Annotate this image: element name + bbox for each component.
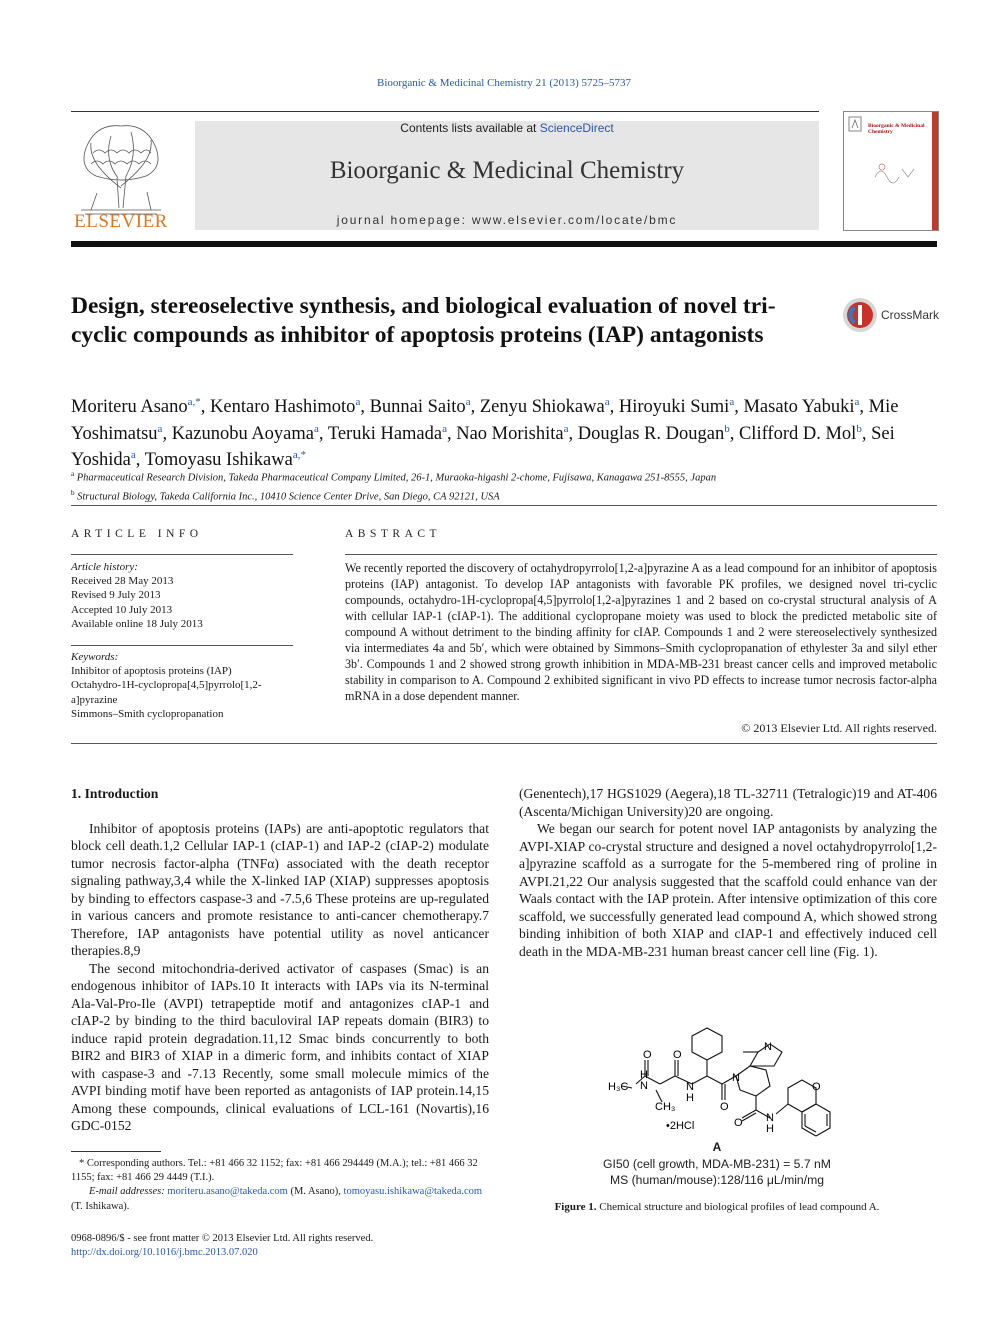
author-list: Moriteru Asano$^{a,*}$, Kentaro Hashimoto$^a$, Bunnai Saito$^a$, Zenyu Shiokawa$^a$, Hiroyuki Sumi$^a$, Masato Yabuki$^a$, Mie Yoshimatsu$^a$, Kazunobu Aoyama$^a$, Teruki Hamada$^a$, Nao Morishita$^a$, Douglas R. Dougan$^b$, Clifford D. Mol$^b$, Sei Yoshida$^a$, Tomoyasu Ishikawa$^{a,*}$	[71, 396, 899, 471]
history-item: Received 28 May 2013	[71, 575, 174, 588]
elsevier-logo-text: ELSEVIER	[74, 211, 168, 232]
keyword: Octahydro-1H-cyclopropa[4,5]pyrrolo[1,2-a]pyrazine	[71, 679, 262, 706]
affiliation-rule	[71, 505, 937, 506]
author[interactable]: Douglas R. Dougan$^b$	[577, 422, 730, 444]
author[interactable]: Zenyu Shiokawa$^a$	[479, 396, 610, 418]
atom-label: O	[720, 1101, 729, 1113]
crossmark-label[interactable]: CrossMark	[881, 308, 940, 322]
atom-label: H	[766, 1123, 774, 1135]
atom-label: H₃C	[608, 1081, 629, 1093]
cover-logo-icon	[848, 116, 862, 132]
atom-label: H	[640, 1069, 648, 1081]
abstract-text: We recently reported the discovery of octahydropyrrolo[1,2-a]pyrazine A as a lead compound for an inhibitor of apoptosis proteins (IAP) antagonist. To develop IAP antagonists with favorable PK profiles, we designed novel tri-cyclic compounds, octahydro-1H-cyclopropa[4,5]pyrrolo[1,2-a]pyrazines 1 and 2 based on co-crystal structural analysis of A with cellular IAP-1 (cIAP-1). The additional cyclopropane moiety was used to block the predicted metabolic site of compound A without detriment to the binding affinity for cIAP. Compounds 1 and 2 were stereoselectively synthesized via intermediates 4a and 5b′, which were obtained by Simmons–Smith cyclopropanation of ethylester 3a and silyl ether 3b′. Compounds 1 and 2 showed strong growth inhibition in MDA-MB-231 breast cancer cells and improved metabolic stability in comparison to A. Compound 2 exhibited significant in vivo PD effects to increase tumor necrosis factor-alpha mRNA in a dose dependent manner.	[345, 561, 937, 703]
journal-name: Bioorganic & Medicinal Chemistry	[329, 157, 685, 184]
figure-caption	[519, 1201, 915, 1213]
author[interactable]: Clifford D. Mol$^b$	[738, 422, 862, 444]
author[interactable]: Teruki Hamada$^a$	[327, 422, 447, 444]
email-link[interactable]: tomoyasu.ishikawa@takeda.com	[343, 1186, 483, 1198]
corresponding-note: * Corresponding authors. Tel.: +81 466 32 1152; fax: +81 466 294449 (M.A.); tel.: +81 466 32 1155; fax: +81 466 29 4449 (T.I.).	[71, 1158, 478, 1184]
salt-label: •2HCl	[666, 1120, 695, 1132]
intro-paragraph-1: Inhibitor of apoptosis proteins (IAPs) are anti-apoptotic regulators that block cell death.1,2 Cellular IAP-1 (cIAP-1) and IAP-2 (cIAP-2) modulate tumor necrosis factor-alpha (TNFα) associated with the death receptor signaling pathway,3,4 while the X-linked IAP (XIAP) suppresses apoptosis by binding to effectors caspase-3 and -7.5,6 These proteins are up-regulated in various cancers and promote resistance to anti-cancer chemotherapy.7 Therefore, IAP antagonists have potential utility as novel anticancer therapies.8,9	[71, 820, 489, 958]
author[interactable]: Nao Morishita$^a$	[456, 422, 569, 444]
ms-value: MS (human/mouse):128/116 μL/min/mg	[609, 1173, 825, 1187]
history-label: Article history:	[71, 561, 138, 573]
email-owner: (T. Ishikawa).	[71, 1200, 130, 1212]
atom-label: O	[643, 1049, 652, 1061]
history-item: Revised 9 July 2013	[71, 589, 161, 602]
intro-paragraph-2-continued: (Genentech),17 HGS1029 (Aegera),18 TL-32711 (Tetralogic)19 and AT-406 (Ascenta/Michigan University)20 are ongoing.	[519, 786, 937, 819]
article-info-rule	[71, 554, 293, 555]
author[interactable]: Moriteru Asano$^{a,*}$	[71, 396, 201, 418]
footnote-rule	[71, 1151, 161, 1152]
email-owner: (M. Asano),	[290, 1186, 341, 1198]
issn-line: 0968-0896/$ - see front matter © 2013 Elsevier Ltd. All rights reserved.	[71, 1233, 374, 1244]
history-item: Available online 18 July 2013	[71, 617, 203, 630]
affiliations	[71, 467, 937, 504]
cover-graphic-icon	[872, 157, 922, 187]
journal-citation[interactable]: Bioorganic & Medicinal Chemistry 21 (2013) 5725–5737	[377, 77, 631, 89]
author[interactable]: Bunnai Saito$^a$	[369, 396, 471, 418]
body-column-right	[519, 785, 937, 960]
affiliation-b: $^b$ Structural Biology, Takeda California Inc., 10410 Science Center Drive, San Diego, CA 92121, USA	[71, 488, 500, 502]
affiliation-a: $^a$ Pharmaceutical Research Division, Takeda Pharmaceutical Company Limited, 26-1, Muraoka-higashi 2-chome, Fujisawa, Kanagawa 251-8555, Japan	[71, 470, 717, 484]
benzene-ring	[802, 1104, 830, 1136]
atom-label: N	[764, 1041, 772, 1053]
keyword: Simmons–Smith cyclopropanation	[71, 707, 224, 720]
atom-label: N	[686, 1081, 694, 1093]
front-matter	[71, 1232, 489, 1260]
atom-label: CH₃	[655, 1101, 676, 1113]
article-info-heading: ARTICLE INFO	[71, 528, 203, 540]
article-history	[71, 560, 293, 631]
copyright: © 2013 Elsevier Ltd. All rights reserved.	[741, 721, 937, 735]
contents-line	[195, 121, 819, 135]
journal-homepage[interactable]: journal homepage: www.elsevier.com/locate/bmc	[336, 213, 678, 227]
intro-paragraph-2: The second mitochondria-derived activator of caspases (Smac) is an endogenous inhibitor of IAPs.10 It interacts with IAPs via its N-terminal Ala-Val-Pro-Ile (AVPI) tetrapeptide motif and antagonizes cIAP-1 and cIAP-2 by binding to the third baculoviral IAP repeats domain (BIR3) to induce rapid protein degradation.11,12 Smac binds concurrently to both BIR2 and BIR3 of XIAP in a dimeric form, and inhibits contact of XIAP with caspase-3 and -7.13 Recently, some small molecule mimics of the AVPI binding motif have been reported as antagonists of IAP protein.14,15 Among these compounds, clinical evaluations of LCL-161 (Novartis),16 GDC-0152	[71, 960, 489, 1133]
email-label: E-mail addresses:	[89, 1186, 165, 1198]
caption-text: Chemical structure and biological profiles of lead compound A.	[599, 1201, 880, 1213]
atom-label: N	[766, 1112, 774, 1124]
author[interactable]: Kentaro Hashimoto$^a$	[210, 396, 361, 418]
author[interactable]: Tomoyasu Ishikawa$^{a,*}$	[144, 449, 306, 471]
contents-prefix: Contents lists available at	[400, 121, 540, 135]
keywords	[71, 650, 293, 721]
sciencedirect-link[interactable]: ScienceDirect	[539, 121, 614, 135]
intro-paragraph-3: We began our search for potent novel IAP antagonists by analyzing the AVPI-XIAP co-crystal structure and designed a novel octahydropyrrolo[1,2-a]pyrazine scaffold as a surrogate for the 5-membered ring of proline in AVPI.21,22 Our analysis suggested that the scaffold could enhance van der Waals contact with the IAP protein. After intensive optimization of this core scaffold, we successfully generated lead compound A, which showed strong binding inhibition of both XIAP and cIAP-1 and effectively induced cell death in the MDA-MB-231 human breast cancer cell line (Fig. 1).	[519, 821, 937, 959]
email-link[interactable]: moriteru.asano@takeda.com	[167, 1186, 288, 1198]
keywords-rule	[71, 645, 293, 646]
author[interactable]: Sei Yoshida$^a$	[71, 423, 895, 471]
keyword: Inhibitor of apoptosis proteins (IAP)	[71, 665, 232, 678]
journal-cover[interactable]	[843, 111, 939, 231]
compound-label: A	[712, 1140, 722, 1154]
cover-title: Bioorganic & Medicinal Chemistry	[868, 123, 925, 135]
atom-label: O	[812, 1081, 821, 1093]
email-note	[71, 1185, 489, 1213]
figure-activity	[519, 1156, 915, 1188]
atom-label: N	[640, 1080, 648, 1092]
caption-label: Figure 1.	[554, 1201, 597, 1213]
header-thick-rule	[71, 241, 937, 247]
abstract-bottom-rule	[71, 743, 937, 744]
body-column-left	[71, 785, 489, 1135]
author[interactable]: Kazunobu Aoyama$^a$	[171, 422, 319, 444]
history-item: Accepted 10 July 2013	[71, 603, 173, 616]
abstract-rule	[345, 554, 937, 555]
compound-a-structure	[600, 1018, 870, 1148]
crossmark-icon[interactable]	[842, 297, 878, 333]
gi50-value: GI50 (cell growth, MDA-MB-231) = 5.7 nM	[603, 1157, 831, 1171]
keywords-label: Keywords:	[71, 651, 119, 663]
cover-band	[932, 112, 938, 230]
author[interactable]: Mie Yoshimatsu$^a$	[71, 397, 899, 444]
footnotes	[71, 1157, 489, 1214]
article-title: Design, stereoselective synthesis, and biological evaluation of novel tri-cyclic compounds as inhibitor of apoptosis proteins (IAP) antagonists	[71, 293, 776, 348]
atom-label: O	[673, 1049, 682, 1061]
author[interactable]: Masato Yabuki$^a$	[743, 396, 860, 418]
atom-label: O	[734, 1117, 743, 1129]
abstract-heading: ABSTRACT	[345, 528, 442, 540]
header-rule	[71, 111, 819, 112]
doi-link[interactable]: http://dx.doi.org/10.1016/j.bmc.2013.07.020	[71, 1247, 258, 1259]
section-heading: 1. Introduction	[71, 786, 159, 801]
author[interactable]: Hiroyuki Sumi$^a$	[618, 396, 735, 418]
atom-label: H	[686, 1092, 694, 1104]
cyclohexyl-ring	[692, 1028, 722, 1060]
atom-label: N	[732, 1072, 740, 1084]
